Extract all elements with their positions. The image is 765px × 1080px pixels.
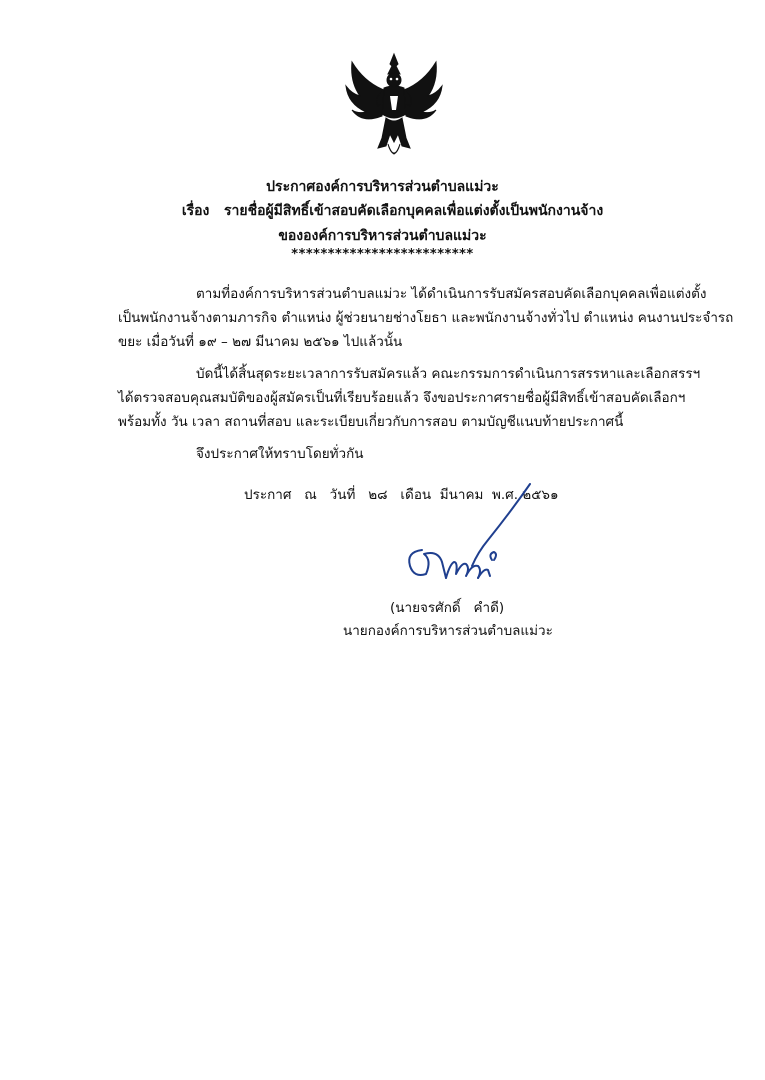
- announcement-title: ประกาศองค์การบริหารส่วนตำบลแม่วะ: [266, 179, 499, 195]
- announcement-subject: เรื่อง รายชื่อผู้มีสิทธิ์เข้าสอบคัดเลือกบุคคลเพื่อแต่งตั้งเป็นพนักงานจ้าง: [181, 203, 604, 219]
- paragraph-2-line-1: บัดนี้ได้สิ้นสุดระยะเวลาการรับสมัครแล้ว คณะกรรมการดำเนินการสรรหาและเลือกสรรฯ: [196, 366, 701, 382]
- paragraph-2-line-2: ได้ตรวจสอบคุณสมบัติของผู้สมัครเป็นที่เรียบร้อยแล้ว จึงขอประกาศรายชื่อผู้มีสิทธิ์เข้าสอบคัดเลือกฯ: [118, 390, 686, 406]
- paragraph-1-line-1: ตามที่องค์การบริหารส่วนตำบลแม่วะ ได้ดำเนินการรับสมัครสอบคัดเลือกบุคคลเพื่อแต่งตั้ง: [196, 286, 707, 302]
- announcement-organization: ขององค์การบริหารส่วนตำบลแม่วะ: [278, 228, 487, 244]
- paragraph-1: [118, 282, 734, 354]
- separator-stars: *************************: [291, 247, 474, 262]
- paragraph-2-line-3: พร้อมทั้ง วัน เวลา สถานที่สอบ และระเบียบเกี่ยวกับการสอบ ตามบัญชีแนบท้ายประกาศนี้: [118, 414, 624, 430]
- handwritten-signature-icon: [392, 480, 542, 590]
- signatory-name: (นายจรศักดิ์ คำดี): [390, 600, 505, 616]
- paragraph-2: [118, 362, 701, 434]
- announcement-date: ประกาศ ณ วันที่ ๒๘ เดือน มีนาคม พ.ศ. ๒๕๖๑: [244, 487, 559, 503]
- signatory-title: นายกองค์การบริหารส่วนตำบลแม่วะ: [343, 623, 553, 639]
- paragraph-3: จึงประกาศให้ทราบโดยทั่วกัน: [196, 446, 364, 462]
- paragraph-1-line-3: ขยะ เมื่อวันที่ ๑๙ – ๒๗ มีนาคม ๒๕๖๑ ไปแล้วนั้น: [118, 334, 403, 350]
- paragraph-1-line-2: เป็นพนักงานจ้างตามภารกิจ ตำแหน่ง ผู้ช่วยนายช่างโยธา และพนักงานจ้างทั่วไป ตำแหน่ง คนงานประจำรถ: [118, 310, 734, 326]
- garuda-emblem-icon: [338, 52, 450, 164]
